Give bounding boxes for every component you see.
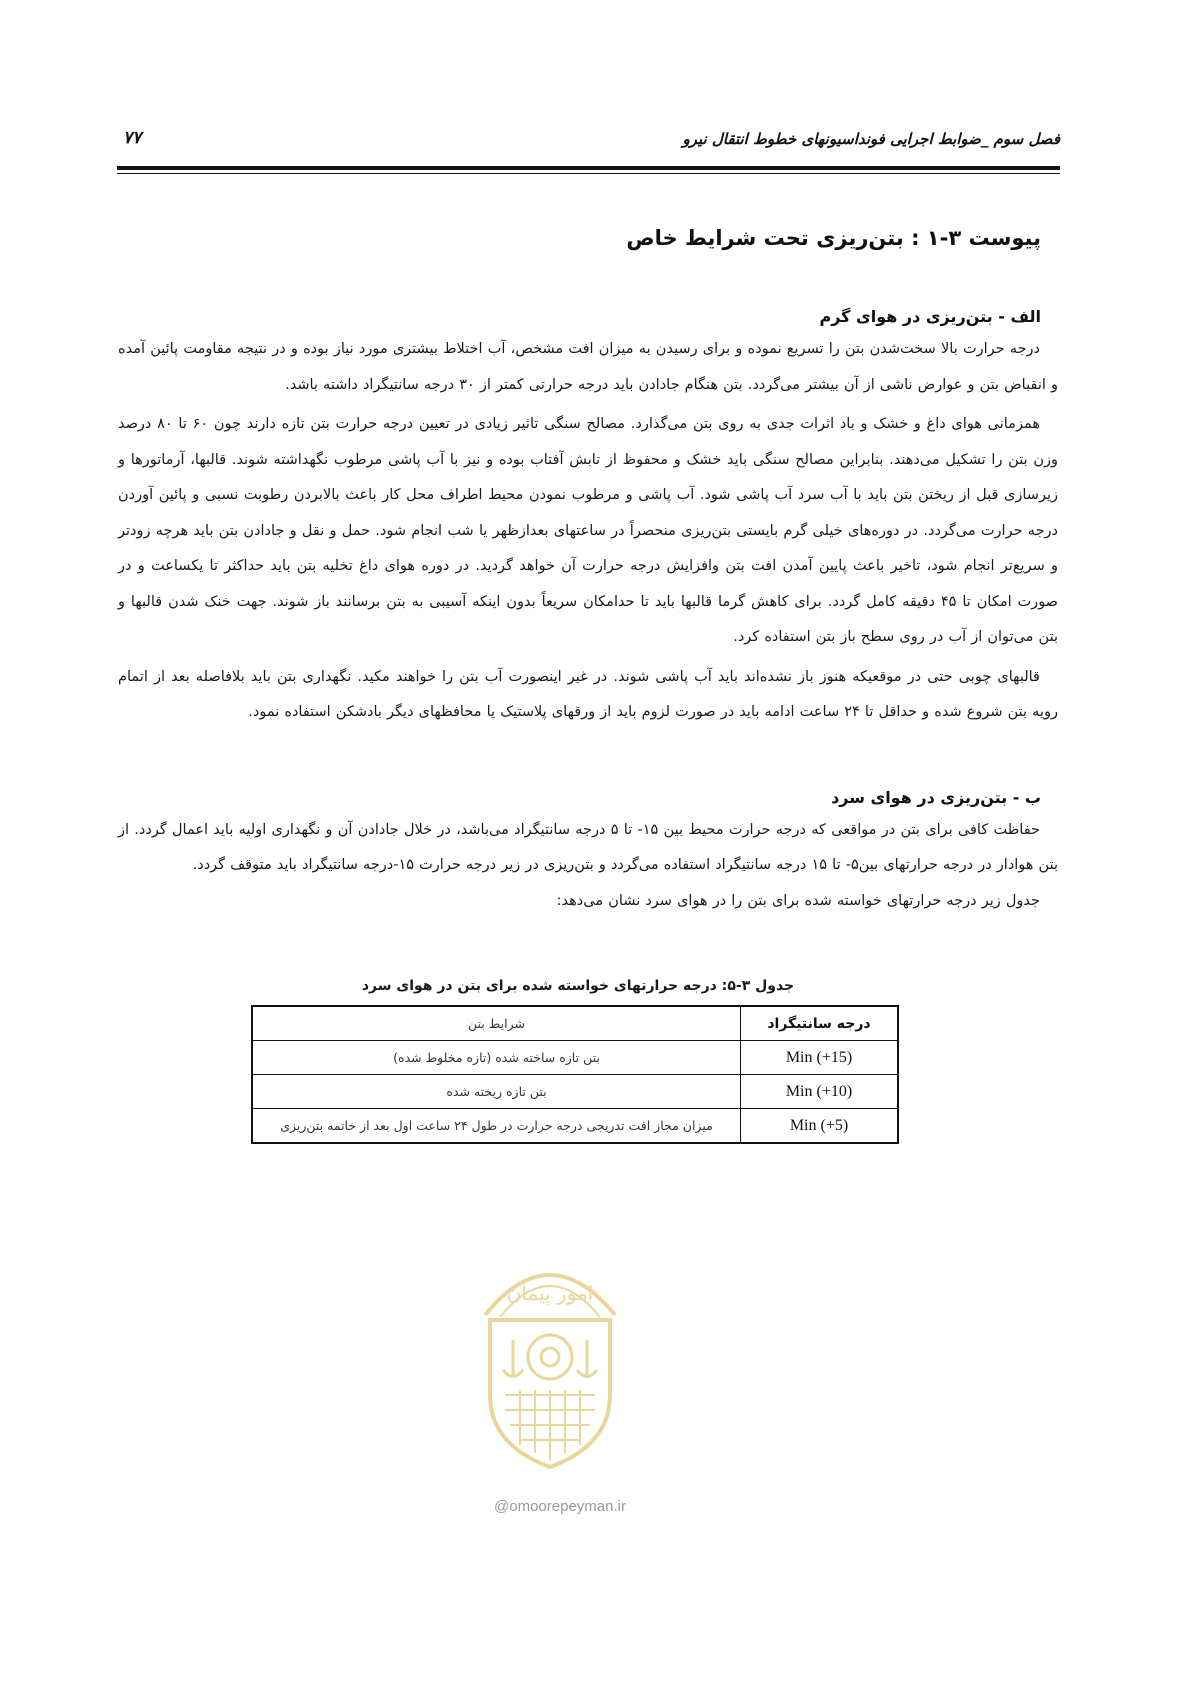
page-number: ۷۷ xyxy=(123,128,142,148)
running-header xyxy=(117,126,1060,160)
table-caption: جدول ۳-۵: درجه حرارتهای خواسته شده برای بتن در هوای سرد xyxy=(361,978,795,994)
cold-weather-heading: ب - بتن‌ریزی در هوای سرد xyxy=(831,787,1041,807)
hot-weather-paragraph-3: قالبهای چوبی حتی در موقعیکه هنوز باز نشده‌اند باید آب پاشی شوند. در غیر اینصورت آب بتن را خواهند مکید. نگهداری بتن باید بلافاصله بعد از اتمام رویه بتن شروع شده و حداقل تا ۲۴ ساعت ادامه باید در صورت لزوم باید از ورقهای پلاستیک یا محافظهای دیگر بادشکن استفاده نمود. xyxy=(118,668,1058,720)
cell-temperature: Min (+5) xyxy=(741,1109,899,1144)
hot-weather-heading: الف - بتن‌ریزی در هوای گرم xyxy=(819,307,1041,326)
chapter-title: فصل سوم _ضوابط اجرایی فونداسیونهای خطوط انتقال نیرو xyxy=(682,130,1060,148)
table-wrapper xyxy=(251,1005,899,1144)
header-temperature: درجه سانتیگراد xyxy=(741,1006,899,1041)
header-rule-thin xyxy=(117,173,1060,174)
header-condition: شرایط بتن xyxy=(252,1006,741,1041)
page-content xyxy=(118,218,1058,1144)
cell-temperature: Min (+10) xyxy=(741,1075,899,1109)
hot-weather-paragraph-2: همزمانی هوای داغ و خشک و باد اثرات جدی به روی بتن می‌گذارد. مصالح سنگی تاثیر زیادی در تعیین درجه حرارت بتن تازه دارند چون ۶۰ تا ۸۰ درصد وزن بتن را تشکیل می‌دهند. بنابراین مصالح سنگی باید خشک و محفوظ از تابش آفتاب بوده و نیز با آب پاشی مرطوب نگهداشته شوند. قالبها، آرماتورها و زیرسازی قبل از ریختن بتن باید با آب سرد آب پاشی شود. آب پاشی و مرطوب نمودن محیط اطراف محل کار باعث بالابردن رطوبت نسبی و پائین آوردن درجه حرارت می‌گردد. در دوره‌های خیلی گرم بایستی بتن‌ریزی منحصراً در ساعتهای بعدازظهر یا شب انجام شود. حمل و نقل و جادادن بتن باید هرچه زودتر و سریع‌تر انجام شود، تاخیر باعث پایین آمدن افت بتن وافزایش درجه حرارت آن خواهد گردید. در دوره هوای داغ تخلیه بتن باید حداکثر تا یکساعت و در صورت امکان تا ۴۵ دقیقه کامل گردد. برای کاهش گرما قالبها باید تا حدامکان سریعاً بدون اینکه آسیبی به بتن برسانند باز شوند. جهت خنک شدن قالبها و بتن می‌توان از آب در روی سطح باز بتن استفاده کرد. xyxy=(118,416,1058,645)
table-row xyxy=(252,1109,898,1144)
watermark-seal-icon xyxy=(465,1245,635,1475)
cold-weather-paragraph-1: حفاظت کافی برای بتن در مواقعی که درجه حرارت محیط بین ۱۵- تا ۵ درجه سانتیگراد می‌باشد، در خلال جادادن آن و نگهداری اولیه باید اعمال گردد. از بتن هوادار در درجه حرارتهای بین۵- تا ۱۵ درجه سانتیگراد استفاده می‌گردد و بتن‌ریزی در زیر درجه حرارت ۱۵-درجه سانتیگراد باید متوقف گردد. xyxy=(118,821,1058,873)
cell-temperature: Min (+15) xyxy=(741,1041,899,1075)
cell-condition: بتن تازه ساخته شده (تازه مخلوط شده) xyxy=(252,1041,741,1075)
table-row xyxy=(252,1041,898,1075)
table-row xyxy=(252,1075,898,1109)
watermark-text: امور پیمان xyxy=(506,1281,594,1305)
table-header-row xyxy=(252,1006,898,1041)
cell-condition: میزان مجاز افت تدریجی درجه حرارت در طول ۲۴ ساعت اول بعد از خاتمه بتن‌ریزی xyxy=(252,1109,741,1144)
section-title: پیوست ۳-۱ : بتن‌ریزی تحت شرایط خاص xyxy=(626,226,1041,250)
hot-weather-paragraph-1: درجه حرارت بالا سخت‌شدن بتن را تسریع نموده و برای رسیدن به میزان افت مشخص، آب اختلاط بیشتری مورد نیاز بوده و در نتیجه مقاومت پائین آمده و انقباض بتن و عوارض ناشی از آن بیشتر می‌گردد. بتن هنگام جادادن باید درجه حرارتی کمتر از ۳۰ درجه سانتیگراد داشته باشد. xyxy=(118,341,1058,393)
header-rule-thick xyxy=(117,166,1060,170)
cell-condition: بتن تازه ریخته شده xyxy=(252,1075,741,1109)
cold-weather-temperature-table xyxy=(251,1005,899,1144)
cold-weather-paragraph-2: جدول زیر درجه حرارتهای خواسته شده برای بتن را در هوای سرد نشان می‌دهد: xyxy=(556,892,1040,909)
watermark-url: @omoorepeyman.ir xyxy=(494,1498,626,1515)
